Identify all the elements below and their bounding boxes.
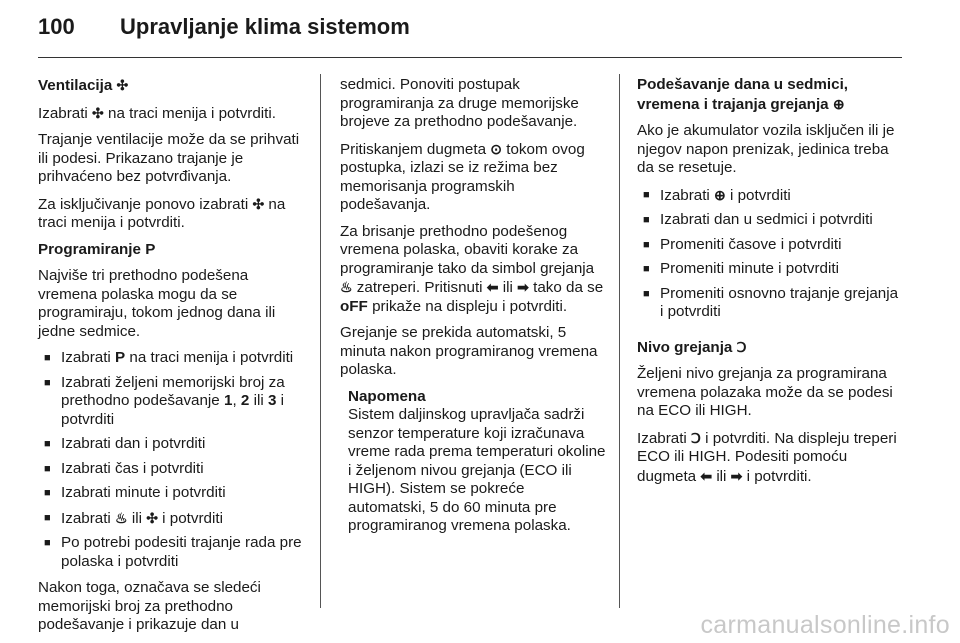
left-arrow-icon: ⬅ [486, 279, 499, 295]
column-1 [38, 76, 310, 643]
col2-p2: Pritiskanjem dugmeta ⊙ tokom ovog postupka, izlazi se iz režima bez memorisanja programskih podešavanja. [340, 140, 585, 213]
page-header [38, 14, 410, 46]
list-item: ■ Promeniti minute i potvrditi [637, 260, 905, 279]
programming-heading: Programiranje P [38, 240, 156, 258]
list-item: ■ Po potrebi podesiti trajanje rada pre polaska i potvrditi [38, 534, 310, 571]
heat-icon: ♨ [340, 279, 353, 295]
column-divider-1 [320, 74, 321, 608]
clock-icon: ⊕ [832, 95, 845, 112]
heating-level-icon: Ↄ [691, 429, 701, 446]
list-item: ■ Promeniti osnovno trajanje grejanja i potvrditi [637, 285, 905, 322]
fan-icon: ✣ [92, 104, 104, 121]
note-box [340, 388, 606, 536]
list-item: ■ Izabrati dan u sedmici i potvrditi [637, 211, 905, 230]
list-item: ■ Izabrati ⊕ i potvrditi [637, 186, 905, 206]
programming-p1: Najviše tri prethodno podešena vremena polaska mogu da se programiraju, tokom jednog dana ili jedne sedmice. [38, 267, 276, 340]
list-item: ■ Izabrati ♨ ili ✣ i potvrditi [38, 509, 310, 529]
heat-icon: ♨ [115, 509, 128, 526]
list-item: ■ Izabrati čas i potvrditi [38, 460, 310, 479]
note-text: Sistem daljinskog upravljača sadrži senzor temperature koji izračunava vreme rada prema temperaturi okoline i željenom nivou grejanja (ECO ili HIGH). Sistem se pokreće automatski, 5 do 60 minuta pre programiranog vremena polaska. [348, 406, 606, 534]
programming-end-p: Nakon toga, označava se sledeći memorijski broj za prethodno podešavanje i prikazuje dan u [38, 579, 261, 633]
page-title: Upravljanje klima sistemom [120, 14, 410, 39]
right-arrow-icon: ➡ [517, 279, 529, 295]
column-3 [637, 76, 905, 494]
right-arrow-icon: ➡ [730, 467, 743, 484]
ventilation-heading: Ventilacija ✣ [38, 77, 129, 94]
settings-heading: Podešavanje dana u sedmici, vremena i trajanja grejanja ⊕ [637, 76, 849, 113]
left-arrow-icon: ⬅ [700, 467, 713, 484]
list-item: ■ Izabrati željeni memorijski broj za prethodno podešavanje 1, 2 ili 3 i potvrditi [38, 374, 310, 430]
watermark: carmanualsonline.info [700, 611, 950, 639]
col2-p3: Za brisanje prethodno podešenog vremena polaska, obaviti korake za programiranje tako da simbol grejanja ♨ zatreperi. Pritisnuti ⬅ ili ➡ tako da se oFF prikaže na displeju i potvrditi. [340, 222, 604, 315]
note-title: Napomena [348, 387, 426, 405]
back-button-icon: ⊙ [490, 140, 503, 157]
heating-level-heading: Nivo grejanja Ↄ [637, 338, 747, 356]
fan-icon: ✣ [252, 195, 265, 212]
settings-steps [637, 186, 905, 322]
ventilation-p1: Izabrati ✣ na traci menija i potvrditi. [38, 104, 276, 122]
ventilation-p3: Za isključivanje ponovo izabrati ✣ na traci menija i potvrditi. [38, 195, 286, 231]
list-item: ■ Promeniti časove i potvrditi [637, 236, 905, 255]
settings-p1: Ako je akumulator vozila isključen ili je njegov napon prenizak, jedinica treba da se resetuje. [637, 122, 895, 176]
list-item: ■ Izabrati dan i potvrditi [38, 435, 310, 454]
heating-level-icon: Ↄ [736, 338, 747, 355]
header-rule [38, 57, 902, 58]
col2-p4: Grejanje se prekida automatski, 5 minuta nakon programiranog vremena polaska. [340, 324, 598, 378]
ventilation-p2: Trajanje ventilacije može da se prihvati ili podesi. Prikazano trajanje je prihvaćeno bez potvrđivanja. [38, 131, 300, 185]
fan-icon: ✣ [116, 77, 129, 93]
fan-icon: ✣ [146, 509, 158, 526]
heating-level-p2: Izabrati Ↄ i potvrditi. Na displeju treperi ECO ili HIGH. Podesiti pomoću dugmeta ⬅ ili ➡ i potvrditi. [637, 429, 897, 485]
col2-p1: sedmici. Ponoviti postupak programiranja za druge memorijske brojeve za prethodno podešavanje. [340, 76, 579, 130]
list-item: ■ Izabrati P na traci menija i potvrditi [38, 349, 310, 368]
page-number: 100 [38, 14, 75, 39]
list-item: ■ Izabrati minute i potvrditi [38, 484, 310, 503]
column-divider-2 [619, 74, 620, 608]
heating-level-p1: Željeni nivo grejanja za programirana vremena polazaka može da se podesi na ECO ili HIGH. [637, 365, 893, 419]
column-2 [340, 76, 606, 536]
clock-icon: ⊕ [714, 186, 726, 203]
programming-steps [38, 349, 310, 571]
